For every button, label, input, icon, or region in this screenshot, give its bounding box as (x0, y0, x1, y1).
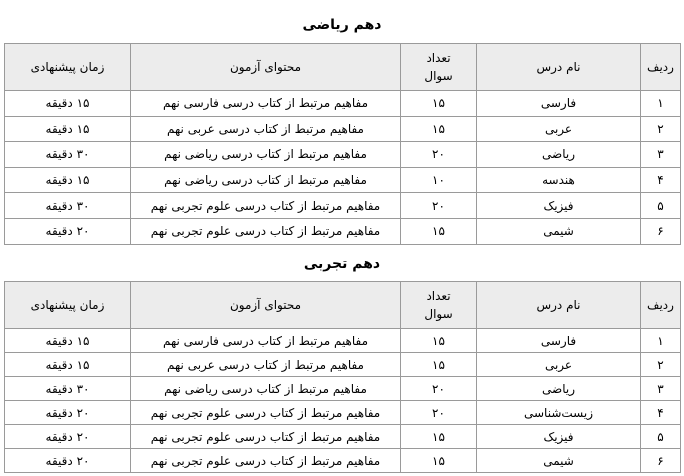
exam-content-cell: مفاهیم مرتبط از کتاب درسی علوم تجربی نهم (131, 425, 401, 449)
exam-content-cell: مفاهیم مرتبط از کتاب درسی ریاضی نهم (131, 167, 401, 193)
question-count-cell: ۱۵ (401, 353, 477, 377)
table-row (5, 449, 681, 473)
header-course-name: نام درس (477, 282, 641, 329)
course-name-cell: زیست‌شناسی (477, 401, 641, 425)
suggested-time-cell: ۱۵ دقیقه (5, 353, 131, 377)
question-count-cell: ۱۵ (401, 425, 477, 449)
table-header-row (5, 282, 681, 329)
table-row (5, 353, 681, 377)
header-question-count-line2: سوال (424, 69, 453, 83)
question-count-cell: ۱۵ (401, 218, 477, 244)
header-question-count-line1: تعداد (426, 51, 451, 65)
exam-table-tajrobi (4, 281, 681, 473)
suggested-time-cell: ۱۵ دقیقه (5, 329, 131, 353)
header-suggested-time: زمان پیشنهادی (5, 44, 131, 91)
table-header-row (5, 44, 681, 91)
row-number-cell: ۴ (641, 167, 681, 193)
header-question-count-line1: تعداد (426, 289, 451, 303)
header-question-count-line2: سوال (424, 307, 453, 321)
exam-content-cell: مفاهیم مرتبط از کتاب درسی فارسی نهم (131, 329, 401, 353)
course-name-cell: فارسی (477, 329, 641, 353)
exam-content-cell: مفاهیم مرتبط از کتاب درسی ریاضی نهم (131, 377, 401, 401)
exam-content-cell: مفاهیم مرتبط از کتاب درسی علوم تجربی نهم (131, 193, 401, 219)
row-number-cell: ۵ (641, 193, 681, 219)
header-question-count (401, 282, 477, 329)
row-number-cell: ۶ (641, 218, 681, 244)
question-count-cell: ۲۰ (401, 193, 477, 219)
section-title-tajrobi: دهم تجربی (303, 256, 381, 272)
exam-content-cell: مفاهیم مرتبط از کتاب درسی علوم تجربی نهم (131, 449, 401, 473)
exam-content-cell: مفاهیم مرتبط از کتاب درسی علوم تجربی نهم (131, 401, 401, 425)
row-number-cell: ۶ (641, 449, 681, 473)
exam-content-cell: مفاهیم مرتبط از کتاب درسی عربی نهم (131, 116, 401, 142)
row-number-cell: ۳ (641, 377, 681, 401)
table-body (5, 91, 681, 245)
course-name-cell: ریاضی (477, 377, 641, 401)
course-name-cell: عربی (477, 353, 641, 377)
exam-content-cell: مفاهیم مرتبط از کتاب درسی ریاضی نهم (131, 142, 401, 168)
header-suggested-time: زمان پیشنهادی (5, 282, 131, 329)
exam-table-riazi (4, 43, 681, 245)
question-count-cell: ۱۵ (401, 116, 477, 142)
header-row-number: ردیف (641, 44, 681, 91)
header-exam-content: محتوای آزمون (131, 282, 401, 329)
suggested-time-cell: ۲۰ دقیقه (5, 449, 131, 473)
table-row (5, 167, 681, 193)
suggested-time-cell: ۱۵ دقیقه (5, 167, 131, 193)
question-count-cell: ۲۰ (401, 401, 477, 425)
header-course-name: نام درس (477, 44, 641, 91)
question-count-cell: ۱۰ (401, 167, 477, 193)
table-row (5, 91, 681, 117)
suggested-time-cell: ۳۰ دقیقه (5, 377, 131, 401)
question-count-cell: ۲۰ (401, 142, 477, 168)
course-name-cell: شیمی (477, 449, 641, 473)
question-count-cell: ۱۵ (401, 449, 477, 473)
suggested-time-cell: ۱۵ دقیقه (5, 91, 131, 117)
exam-content-cell: مفاهیم مرتبط از کتاب درسی علوم تجربی نهم (131, 218, 401, 244)
table-row (5, 377, 681, 401)
row-number-cell: ۱ (641, 91, 681, 117)
exam-content-cell: مفاهیم مرتبط از کتاب درسی فارسی نهم (131, 91, 401, 117)
row-number-cell: ۲ (641, 353, 681, 377)
table-row (5, 425, 681, 449)
suggested-time-cell: ۲۰ دقیقه (5, 401, 131, 425)
header-exam-content: محتوای آزمون (131, 44, 401, 91)
table-row (5, 116, 681, 142)
suggested-time-cell: ۲۰ دقیقه (5, 218, 131, 244)
question-count-cell: ۱۵ (401, 91, 477, 117)
course-name-cell: شیمی (477, 218, 641, 244)
course-name-cell: عربی (477, 116, 641, 142)
row-number-cell: ۱ (641, 329, 681, 353)
table-row (5, 218, 681, 244)
course-name-cell: فیزیک (477, 425, 641, 449)
question-count-cell: ۱۵ (401, 329, 477, 353)
suggested-time-cell: ۳۰ دقیقه (5, 142, 131, 168)
course-name-cell: هندسه (477, 167, 641, 193)
row-number-cell: ۴ (641, 401, 681, 425)
header-row-number: ردیف (641, 282, 681, 329)
table-row (5, 142, 681, 168)
exam-content-cell: مفاهیم مرتبط از کتاب درسی عربی نهم (131, 353, 401, 377)
header-question-count (401, 44, 477, 91)
suggested-time-cell: ۱۵ دقیقه (5, 116, 131, 142)
course-name-cell: فیزیک (477, 193, 641, 219)
course-name-cell: ریاضی (477, 142, 641, 168)
table-row (5, 329, 681, 353)
section-title-riazi: دهم ریاضی (302, 17, 382, 33)
table-row (5, 193, 681, 219)
suggested-time-cell: ۲۰ دقیقه (5, 425, 131, 449)
row-number-cell: ۳ (641, 142, 681, 168)
course-name-cell: فارسی (477, 91, 641, 117)
question-count-cell: ۲۰ (401, 377, 477, 401)
table-row (5, 401, 681, 425)
row-number-cell: ۵ (641, 425, 681, 449)
table-body (5, 329, 681, 473)
row-number-cell: ۲ (641, 116, 681, 142)
suggested-time-cell: ۳۰ دقیقه (5, 193, 131, 219)
